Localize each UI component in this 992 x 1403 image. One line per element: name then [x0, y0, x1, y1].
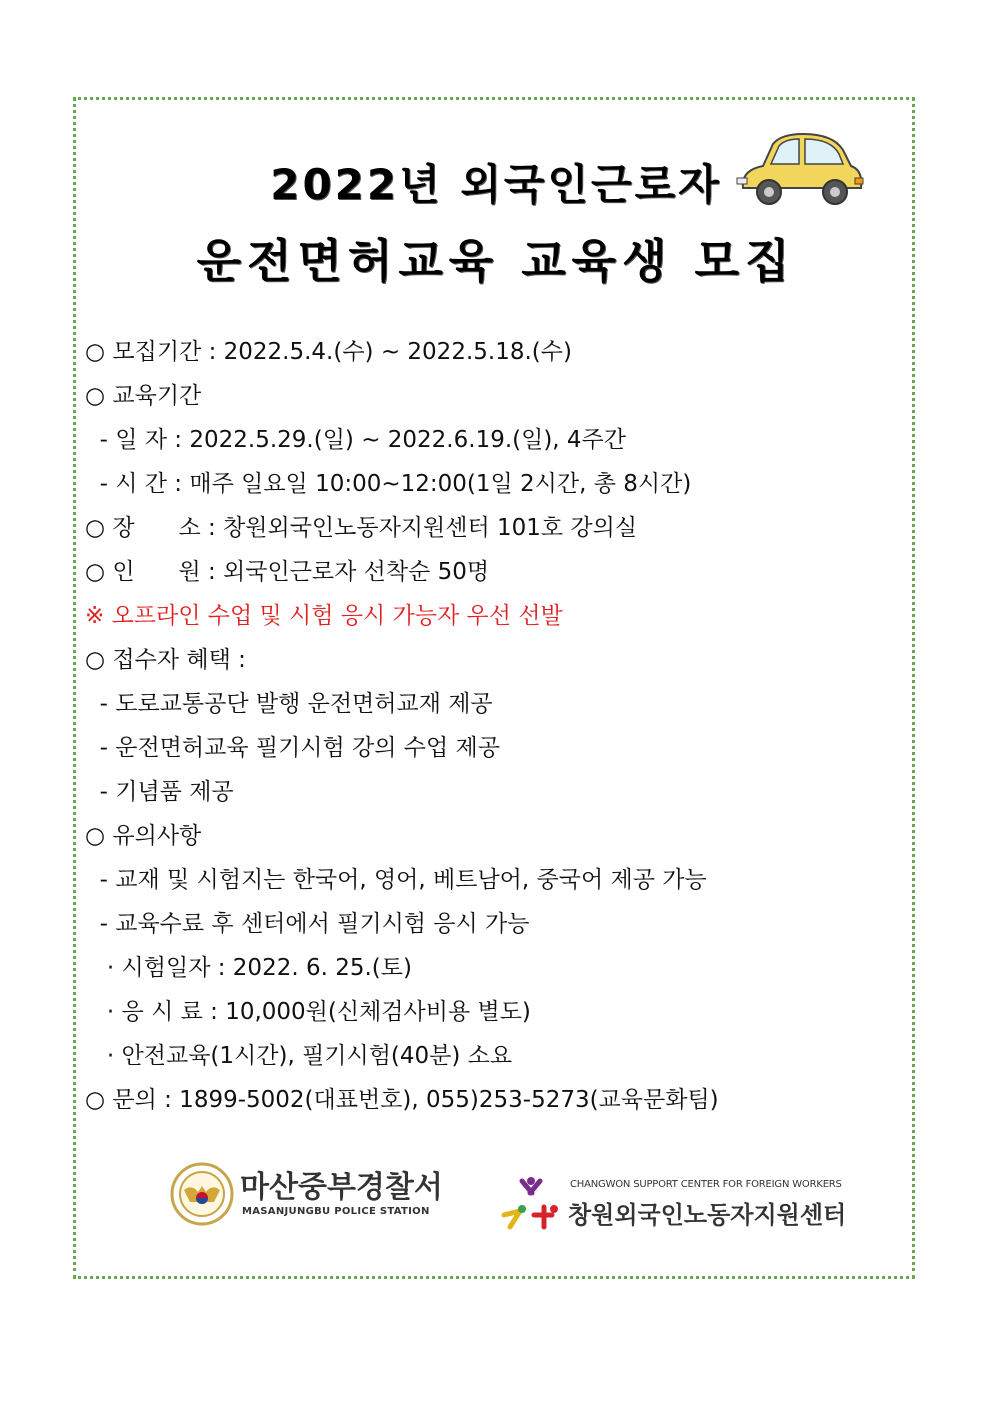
police-logo — [170, 1160, 450, 1230]
page-title-line1: 2022년 외국인근로자 — [270, 160, 722, 209]
police-station-subtitle: MASANJUNGBU POLICE STATION — [242, 1206, 430, 1217]
capacity: ○ 인 원 : 외국인근로자 선착순 50명 — [85, 559, 490, 585]
priority-note: ※ 오프라인 수업 및 시험 응시 가능자 우선 선발 — [85, 603, 563, 629]
contact-info: ○ 문의 : 1899-5002(대표번호), 055)253-5273(교육문화팀) — [85, 1087, 719, 1113]
police-emblem-icon — [170, 1162, 234, 1226]
note-item: - 교재 및 시험지는 한국어, 영어, 베트남어, 중국어 제공 가능 — [85, 867, 707, 893]
edu-period-heading: ○ 교육기간 — [85, 383, 202, 409]
edu-time: - 시 간 : 매주 일요일 10:00~12:00(1일 2시간, 총 8시간) — [85, 471, 692, 497]
car-illustration — [733, 130, 867, 214]
notes-heading: ○ 유의사항 — [85, 823, 202, 849]
edu-dates: - 일 자 : 2022.5.29.(일) ~ 2022.6.19.(일), 4주간 — [85, 427, 626, 453]
center-logo — [500, 1175, 850, 1235]
benefit-item: - 운전면허교육 필기시험 강의 수업 제공 — [85, 735, 500, 761]
center-logo-icon — [500, 1175, 564, 1235]
exam-fee: · 응 시 료 : 10,000원(신체검사비용 별도) — [85, 999, 531, 1025]
center-subtitle: CHANGWON SUPPORT CENTER FOR FOREIGN WORKERS — [570, 1179, 842, 1190]
exam-date: · 시험일자 : 2022. 6. 25.(토) — [85, 955, 412, 981]
benefit-item: - 도로교통공단 발행 운전면허교재 제공 — [85, 691, 493, 717]
police-station-name: 마산중부경찰서 — [240, 1170, 443, 1205]
benefit-item: - 기념품 제공 — [85, 779, 234, 805]
recruit-period: ○ 모집기간 : 2022.5.4.(수) ~ 2022.5.18.(수) — [85, 339, 572, 365]
center-name: 창원외국인노동자지원센터 — [568, 1201, 847, 1229]
exam-duration: · 안전교육(1시간), 필기시험(40분) 소요 — [85, 1043, 513, 1069]
location: ○ 장 소 : 창원외국인노동자지원센터 101호 강의실 — [85, 515, 638, 541]
page-title-line2: 운전면허교육 교육생 모집 — [196, 234, 796, 288]
benefits-heading: ○ 접수자 혜택 : — [85, 647, 246, 673]
note-item: - 교육수료 후 센터에서 필기시험 응시 가능 — [85, 911, 530, 937]
